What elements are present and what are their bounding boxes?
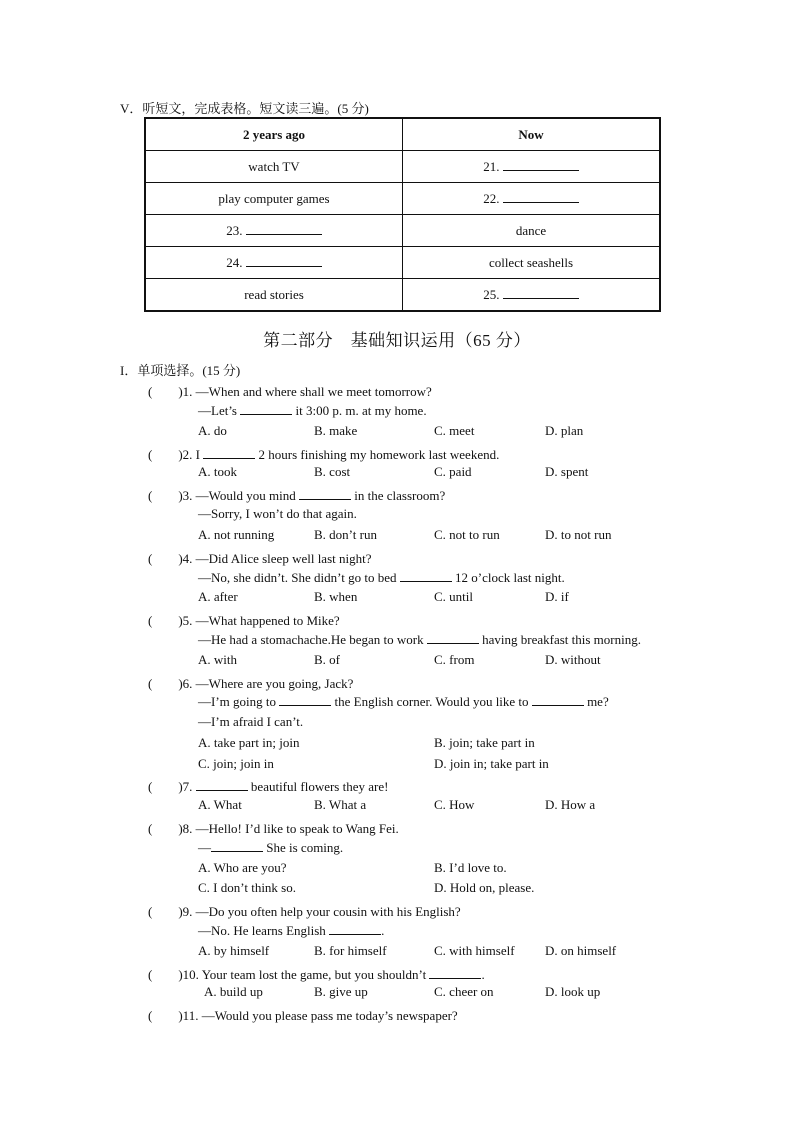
- question-4-line-2: —No, she didn’t. She didn’t go to bed 12 o’clock last night.: [198, 570, 565, 585]
- option-b[interactable]: B. join; take part in: [434, 735, 535, 750]
- option-b[interactable]: B. don’t run: [314, 527, 377, 542]
- option-b[interactable]: B. What a: [314, 797, 367, 812]
- column-header: Now: [403, 118, 661, 151]
- question-4: ( )4. —Did Alice sleep well last night?: [148, 551, 372, 566]
- option-d[interactable]: D. on himself: [545, 943, 617, 958]
- option-a[interactable]: A. after: [198, 589, 238, 604]
- option-c[interactable]: C. not to run: [434, 527, 500, 542]
- section-1-heading: I．单项选择。(15 分): [120, 363, 241, 378]
- table-cell: read stories: [145, 279, 403, 312]
- option-c[interactable]: C. How: [434, 797, 475, 812]
- option-a[interactable]: A. do: [198, 423, 227, 438]
- option-c[interactable]: C. join; join in: [198, 756, 274, 771]
- option-d[interactable]: D. join in; take part in: [434, 756, 549, 771]
- option-a[interactable]: A. What: [198, 797, 242, 812]
- table-cell: collect seashells: [403, 247, 661, 279]
- table-cell: watch TV: [145, 151, 403, 183]
- option-d[interactable]: D. Hold on, please.: [434, 880, 535, 895]
- question-7: ( )7. beautiful flowers they are!: [148, 779, 389, 794]
- option-d[interactable]: D. plan: [545, 423, 584, 438]
- question-9-line-2: —No. He learns English .: [198, 923, 385, 938]
- option-d[interactable]: D. How a: [545, 797, 596, 812]
- option-a[interactable]: A. by himself: [198, 943, 270, 958]
- question-8-line-2: — She is coming.: [198, 840, 344, 855]
- option-c[interactable]: C. with himself: [434, 943, 515, 958]
- question-6-line-3: —I’m afraid I can’t.: [198, 714, 304, 729]
- option-b[interactable]: B. cost: [314, 464, 351, 479]
- option-c[interactable]: C. from: [434, 652, 475, 667]
- option-d[interactable]: D. without: [545, 652, 601, 667]
- option-a[interactable]: A. build up: [204, 984, 263, 999]
- table-cell-blank[interactable]: 21.: [403, 151, 661, 183]
- option-a[interactable]: A. Who are you?: [198, 860, 287, 875]
- table-cell: play computer games: [145, 183, 403, 215]
- question-3-line-2: —Sorry, I won’t do that again.: [198, 506, 357, 521]
- option-d[interactable]: D. if: [545, 589, 569, 604]
- question-8: ( )8. —Hello! I’d like to speak to Wang Fei.: [148, 821, 399, 836]
- option-c[interactable]: C. I don’t think so.: [198, 880, 296, 895]
- table-cell: dance: [403, 215, 661, 247]
- question-1-line-2: —Let’s it 3:00 p. m. at my home.: [198, 403, 427, 418]
- option-d[interactable]: D. spent: [545, 464, 589, 479]
- option-b[interactable]: B. when: [314, 589, 358, 604]
- question-6-line-2: —I’m going to the English corner. Would you like to me?: [198, 694, 609, 709]
- question-10: ( )10. Your team lost the game, but you shouldn’t .: [148, 967, 485, 982]
- table-cell-blank[interactable]: 25.: [403, 279, 661, 312]
- option-c[interactable]: C. paid: [434, 464, 472, 479]
- option-d[interactable]: D. look up: [545, 984, 601, 999]
- part-2-title: 第二部分 基础知识运用（65 分）: [263, 331, 531, 350]
- option-b[interactable]: B. give up: [314, 984, 368, 999]
- option-c[interactable]: C. until: [434, 589, 474, 604]
- option-a[interactable]: A. with: [198, 652, 237, 667]
- section-5-heading: V．听短文，完成表格。短文读三遍。(5 分): [120, 101, 369, 116]
- question-11: ( )11. —Would you please pass me today’s newspaper?: [148, 1008, 458, 1023]
- option-b[interactable]: B. for himself: [314, 943, 387, 958]
- option-b[interactable]: B. make: [314, 423, 358, 438]
- listening-table: [144, 117, 661, 312]
- option-b[interactable]: B. I’d love to.: [434, 860, 507, 875]
- option-b[interactable]: B. of: [314, 652, 340, 667]
- option-d[interactable]: D. to not run: [545, 527, 612, 542]
- option-c[interactable]: C. meet: [434, 423, 475, 438]
- table-cell-blank[interactable]: 24.: [145, 247, 403, 279]
- option-a[interactable]: A. not running: [198, 527, 275, 542]
- column-header: 2 years ago: [145, 118, 403, 151]
- question-9: ( )9. —Do you often help your cousin with his English?: [148, 904, 461, 919]
- question-5: ( )5. —What happened to Mike?: [148, 613, 340, 628]
- question-6: ( )6. —Where are you going, Jack?: [148, 676, 354, 691]
- option-a[interactable]: A. take part in; join: [198, 735, 300, 750]
- question-1: ( )1. —When and where shall we meet tomorrow?: [148, 384, 432, 399]
- option-c[interactable]: C. cheer on: [434, 984, 494, 999]
- question-2: ( )2. I 2 hours finishing my homework last weekend.: [148, 447, 500, 462]
- option-a[interactable]: A. took: [198, 464, 237, 479]
- question-3: ( )3. —Would you mind in the classroom?: [148, 488, 446, 503]
- table-cell-blank[interactable]: 23.: [145, 215, 403, 247]
- question-5-line-2: —He had a stomachache.He began to work having breakfast this morning.: [198, 632, 641, 647]
- table-cell-blank[interactable]: 22.: [403, 183, 661, 215]
